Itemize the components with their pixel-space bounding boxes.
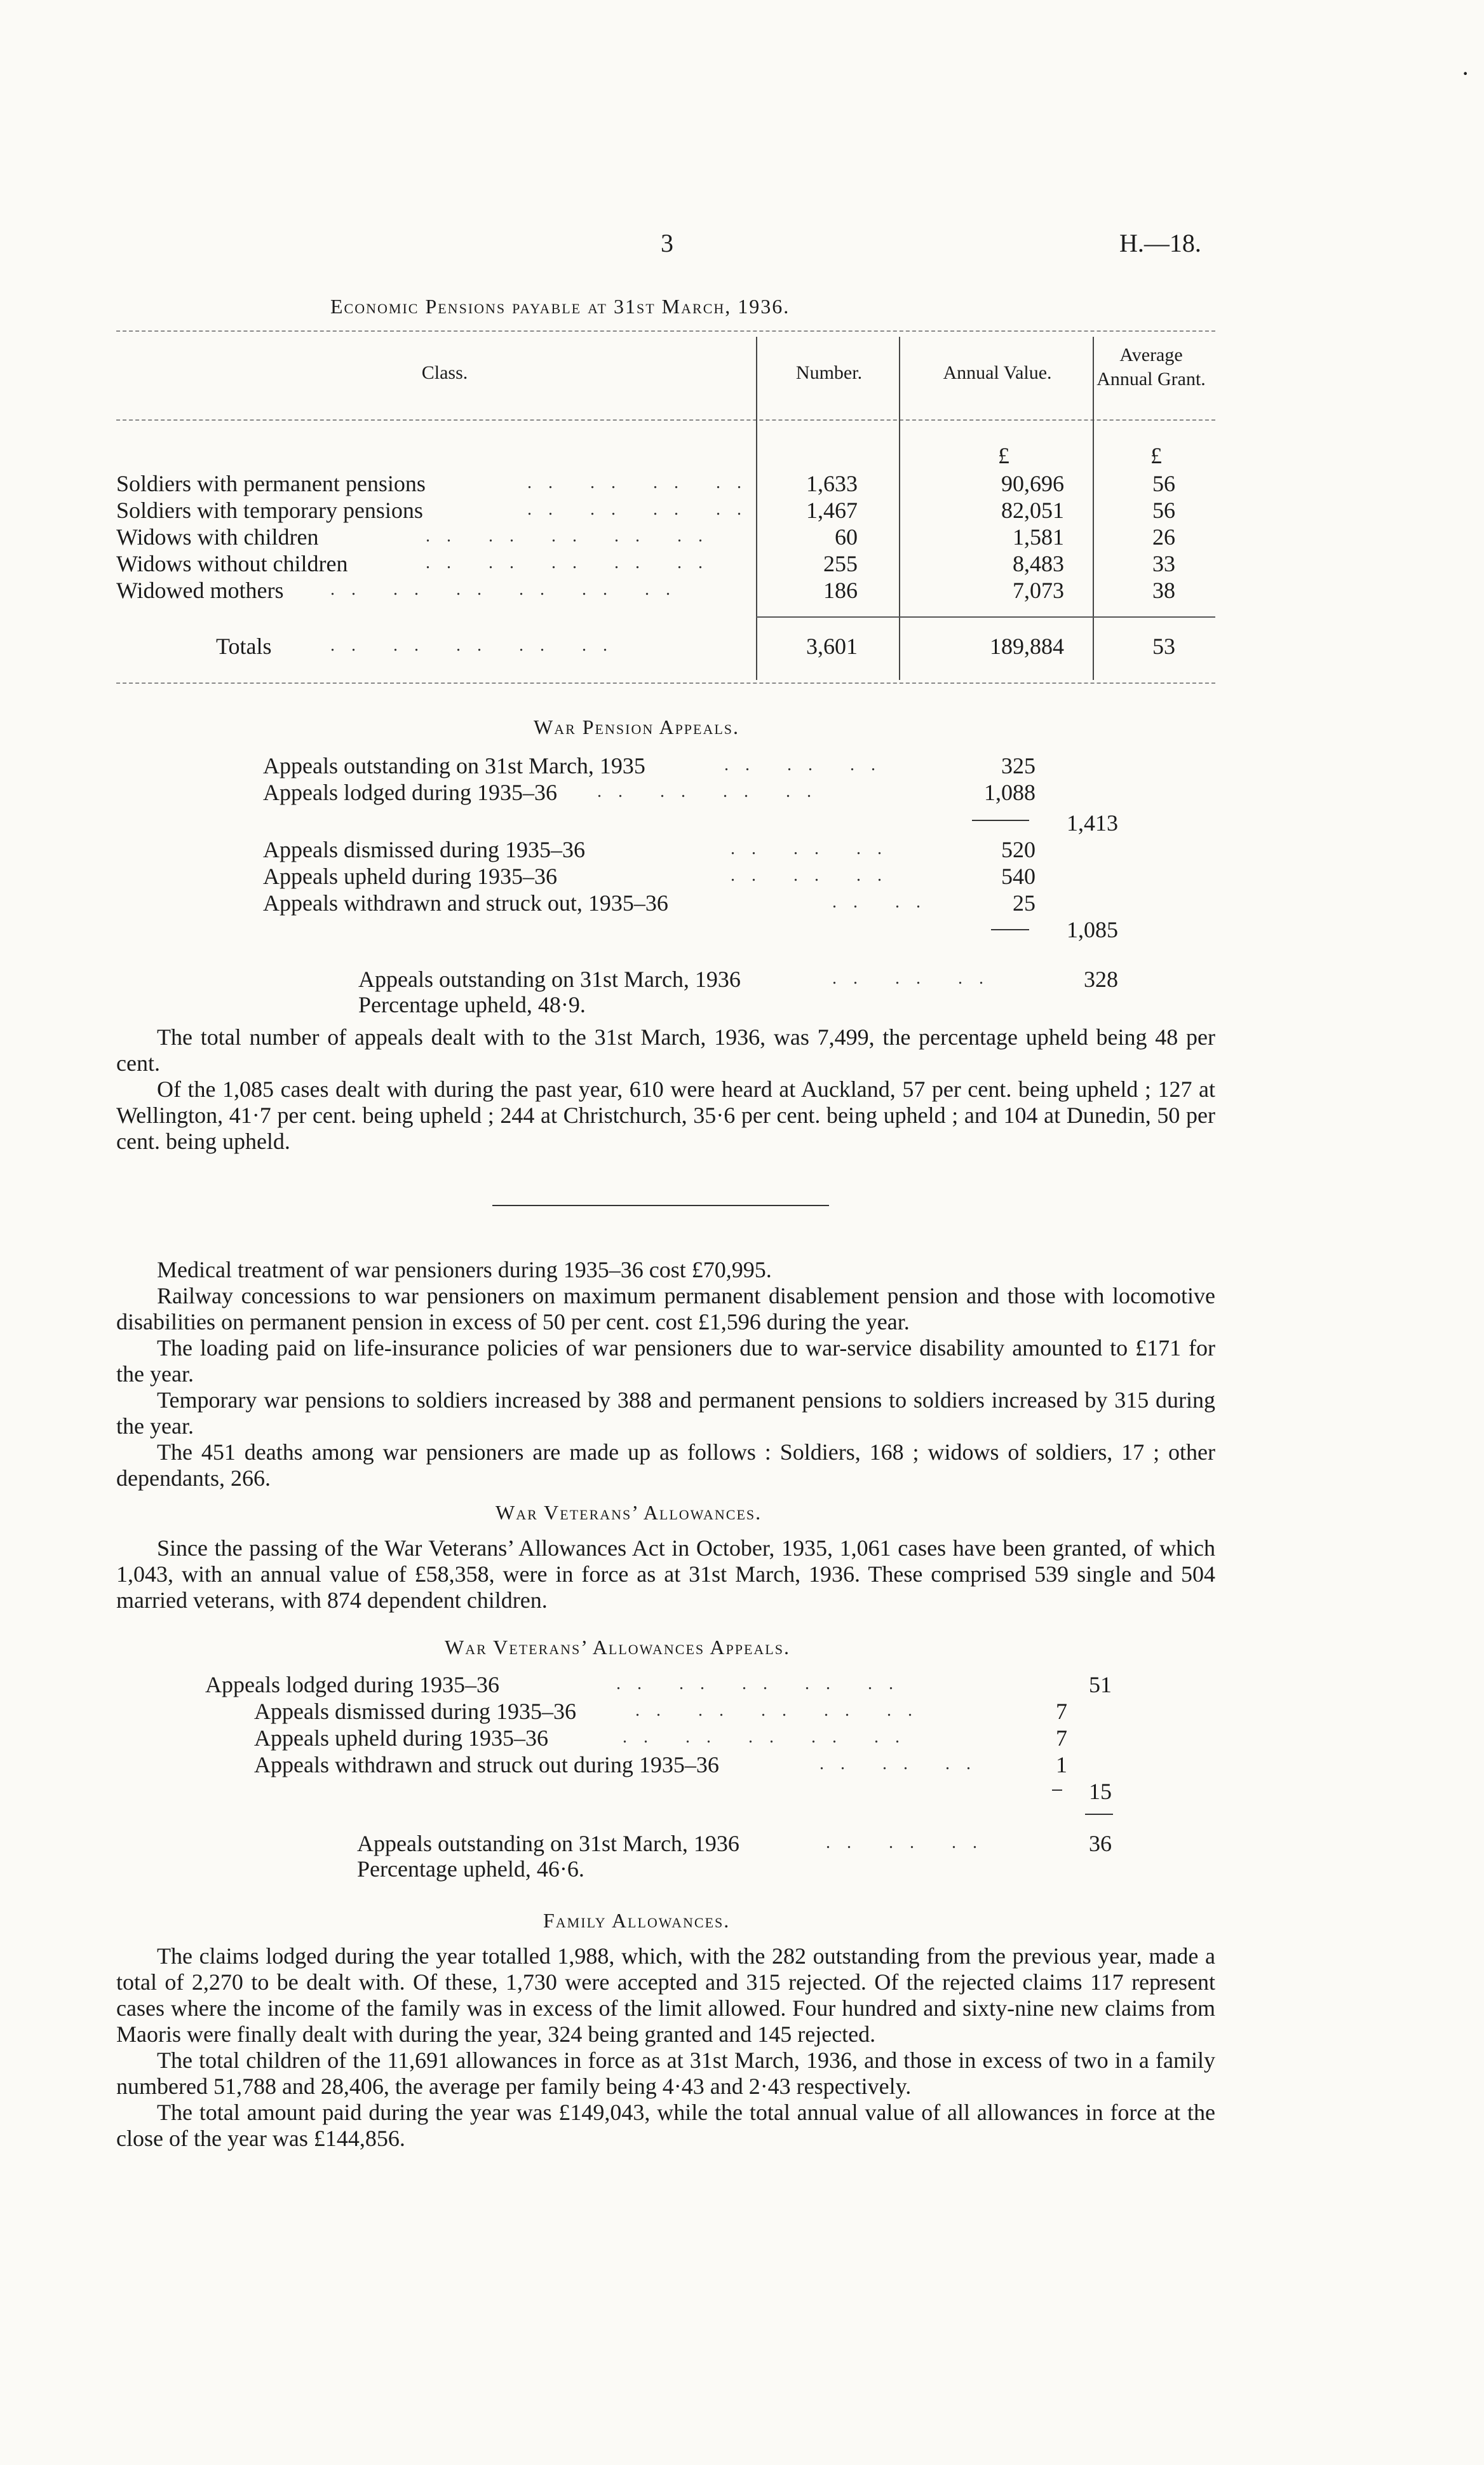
wva-percentage: Percentage upheld, 46·6.: [357, 1856, 584, 1882]
row-number: 60: [835, 524, 858, 550]
economic-pensions-title: Economic Pensions payable at 31st March, 1936.: [330, 295, 790, 318]
row-number: 186: [823, 578, 858, 603]
appeals-outstanding-label: Appeals outstanding on 31st March, 1936: [358, 967, 741, 992]
totals-number: 3,601: [806, 634, 858, 659]
subtotal-rule: [972, 820, 1029, 821]
appeals-line-value: 540: [1001, 864, 1035, 889]
leader-dots: .. .. ..: [731, 866, 898, 885]
appeals-line-label: Appeals outstanding on 31st March, 1935: [263, 753, 645, 778]
leader-dots: .. .. .. .. ..: [635, 1701, 929, 1720]
wva-line-label: Appeals dismissed during 1935–36: [254, 1699, 576, 1724]
paragraph: The loading paid on life-insurance policies of war pensioners due to war-service disability amounted to £171 for the year.: [116, 1335, 1215, 1387]
wva-lodged-label: Appeals lodged during 1935–36: [205, 1672, 499, 1697]
paragraph: The claims lodged during the year totalled 1,988, which, with the 282 outstanding from the previous year, made a total of 2,270 to be dealt with. Of these, 1,730 were accepted and 315 rejected. Of the rejected claims 117 represent cases where the income of the family was in excess of the limit allowed. Four hundred and sixty-nine new claims from Maoris were finally dealt with during the year, 324 being granted and 145 rejected.: [116, 1943, 1215, 2047]
row-value: 90,696: [1001, 471, 1064, 496]
wva-lodged-value: 51: [1089, 1672, 1112, 1697]
appeals-line-value: 25: [1013, 890, 1035, 916]
wva-line-label: Appeals withdrawn and struck out during 1935–36: [254, 1752, 719, 1777]
paragraph: Railway concessions to war pensioners on maximum permanent disablement pension and those with locomotive disabilities on permanent pension in excess of 50 per cent. cost £1,596 during the year.: [116, 1283, 1215, 1334]
total-rule: [1085, 1814, 1113, 1815]
appeals-line-label: Appeals upheld during 1935–36: [263, 864, 557, 889]
wva-line-value: 7: [1056, 1725, 1067, 1751]
appeals-line-label: Appeals dismissed during 1935–36: [263, 837, 585, 862]
paragraph: The total children of the 11,691 allowances in force as at 31st March, 1936, and those in excess of two in a family numbered 51,788 and 28,406, the average per family being 4·43 and 2·43 respectively.: [116, 2047, 1215, 2099]
totals-value: 189,884: [990, 634, 1064, 659]
paragraph: The total number of appeals dealt with to the 31st March, 1936, was 7,499, the percentage upheld being 48 per cent.: [116, 1024, 1215, 1076]
war-veterans-paragraph: [116, 1535, 1215, 1613]
leader-dots: .. .. .. .. ..: [330, 635, 624, 655]
wva-outstanding-label: Appeals outstanding on 31st March, 1936: [357, 1831, 739, 1856]
wva-appeals-title: War Veterans’ Allowances Appeals.: [445, 1636, 790, 1659]
wva-outstanding-value: 36: [1089, 1831, 1112, 1856]
family-allowances-paragraphs: [116, 1943, 1215, 2152]
leader-dots: .. .. ..: [832, 968, 1000, 988]
row-label: Soldiers with temporary pensions: [116, 498, 423, 523]
leader-dots: .. .. .. .. .. ..: [330, 580, 687, 599]
wva-line-value: 1: [1056, 1752, 1067, 1777]
family-allowances-title: Family Allowances.: [543, 1909, 731, 1932]
row-grant: 33: [1152, 551, 1175, 576]
col-header-average-grant: Average Annual Grant.: [1096, 344, 1206, 390]
paragraph: Temporary war pensions to soldiers increased by 388 and permanent pensions to soldiers increased by 315 during the year.: [116, 1387, 1215, 1439]
wva-line-label: Appeals upheld during 1935–36: [254, 1725, 548, 1751]
row-number: 1,467: [806, 498, 858, 523]
war-veterans-allowances-title: War Veterans’ Allowances.: [496, 1501, 762, 1524]
leader-dots: .. ..: [832, 892, 937, 912]
leader-dots: .. .. ..: [724, 755, 892, 775]
appeals-line-value: 520: [1001, 837, 1035, 862]
appeals-paragraphs: [116, 1024, 1215, 1155]
row-label: Soldiers with permanent pensions: [116, 471, 426, 496]
leader-dots: .. .. ..: [820, 1754, 987, 1774]
misc-paragraphs: [116, 1257, 1215, 1491]
row-number: 1,633: [806, 471, 858, 496]
leader-dots: .. .. .. .. ..: [426, 526, 719, 546]
row-value: 8,483: [1013, 551, 1064, 576]
appeals-percentage: Percentage upheld, 48·9.: [358, 992, 586, 1017]
totals-grant: 53: [1152, 634, 1175, 659]
row-grant: 56: [1152, 471, 1175, 496]
section-divider: [492, 1205, 829, 1206]
table-bottom-rule: [116, 682, 1215, 684]
leader-dots: .. .. .. .. ..: [426, 553, 719, 573]
war-pension-appeals-title: War Pension Appeals.: [534, 716, 740, 738]
row-value: 82,051: [1001, 498, 1064, 523]
appeals-line-value: 325: [1001, 753, 1035, 778]
row-grant: 56: [1152, 498, 1175, 523]
row-label: Widows without children: [116, 551, 348, 576]
paragraph: The 451 deaths among war pensioners are made up as follows : Soldiers, 168 ; widows of soldiers, 17 ; other dependants, 266.: [116, 1439, 1215, 1491]
wva-subtotal: 15: [1089, 1779, 1112, 1804]
appeals-outstanding-value: 328: [1084, 967, 1118, 992]
leader-dots: .. .. ..: [731, 839, 898, 859]
col-header-class: Class.: [421, 362, 468, 383]
page-number: 3: [661, 229, 673, 257]
leader-dots: .. .. .. .. ..: [616, 1674, 910, 1694]
paragraph: Of the 1,085 cases dealt with during the past year, 610 were heard at Auckland, 57 per cent. being upheld ; 127 at Wellington, 41·7 per cent. being upheld ; 244 at Christchurch, 35·6 per cent. being upheld ; and 104 at Dunedin, 50 per cent. being upheld.: [116, 1076, 1215, 1154]
leader-dots: .. .. .. .. ..: [623, 1727, 916, 1747]
totals-label: Totals: [216, 634, 272, 659]
row-label: Widowed mothers: [116, 578, 284, 603]
unit-annual-value: £: [998, 443, 1009, 468]
row-grant: 26: [1152, 524, 1175, 550]
appeals-subtotal: 1,413: [1067, 810, 1118, 836]
leader-dots: .. .. .. ..: [527, 499, 758, 519]
row-value: 7,073: [1013, 578, 1064, 603]
appeals-line-label: Appeals lodged during 1935–36: [263, 780, 557, 805]
row-number: 255: [823, 551, 858, 576]
appeals-line-label: Appeals withdrawn and struck out, 1935–36: [263, 890, 668, 916]
corner-mark: ·: [1461, 59, 1470, 88]
paragraph: Medical treatment of war pensioners during 1935–36 cost £70,995.: [157, 1257, 772, 1282]
paragraph: The total amount paid during the year was £149,043, while the total annual value of all allowances in force at the close of the year was £144,856.: [116, 2100, 1215, 2151]
document-reference: H.—18.: [1119, 229, 1201, 257]
unit-average-grant: £: [1150, 443, 1162, 468]
leader-dots: .. .. .. ..: [527, 473, 758, 492]
row-value: 1,581: [1013, 524, 1064, 550]
row-grant: 38: [1152, 578, 1175, 603]
wva-line-value: 7: [1056, 1699, 1067, 1724]
totals-rule: [756, 616, 1215, 618]
row-label: Widows with children: [116, 524, 319, 550]
appeals-line-value: 1,088: [984, 780, 1035, 805]
paragraph: Since the passing of the War Veterans’ Allowances Act in October, 1935, 1,061 cases have been granted, of which 1,043, with an annual value of £58,358, were in force as at 31st March, 1936. These comprised 539 single and 504 married veterans, with 874 dependent children.: [116, 1535, 1215, 1613]
table-top-rule: [116, 330, 1215, 332]
col-header-annual-value: Annual Value.: [943, 362, 1052, 383]
leader-dots: .. .. ..: [826, 1833, 994, 1852]
header-bottom-rule: [116, 419, 1215, 421]
appeals-subtotal: 1,085: [1067, 917, 1118, 942]
leader-dots: .. .. .. ..: [597, 782, 828, 801]
subtotal-rule: [991, 929, 1029, 930]
col-header-number: Number.: [795, 362, 863, 383]
